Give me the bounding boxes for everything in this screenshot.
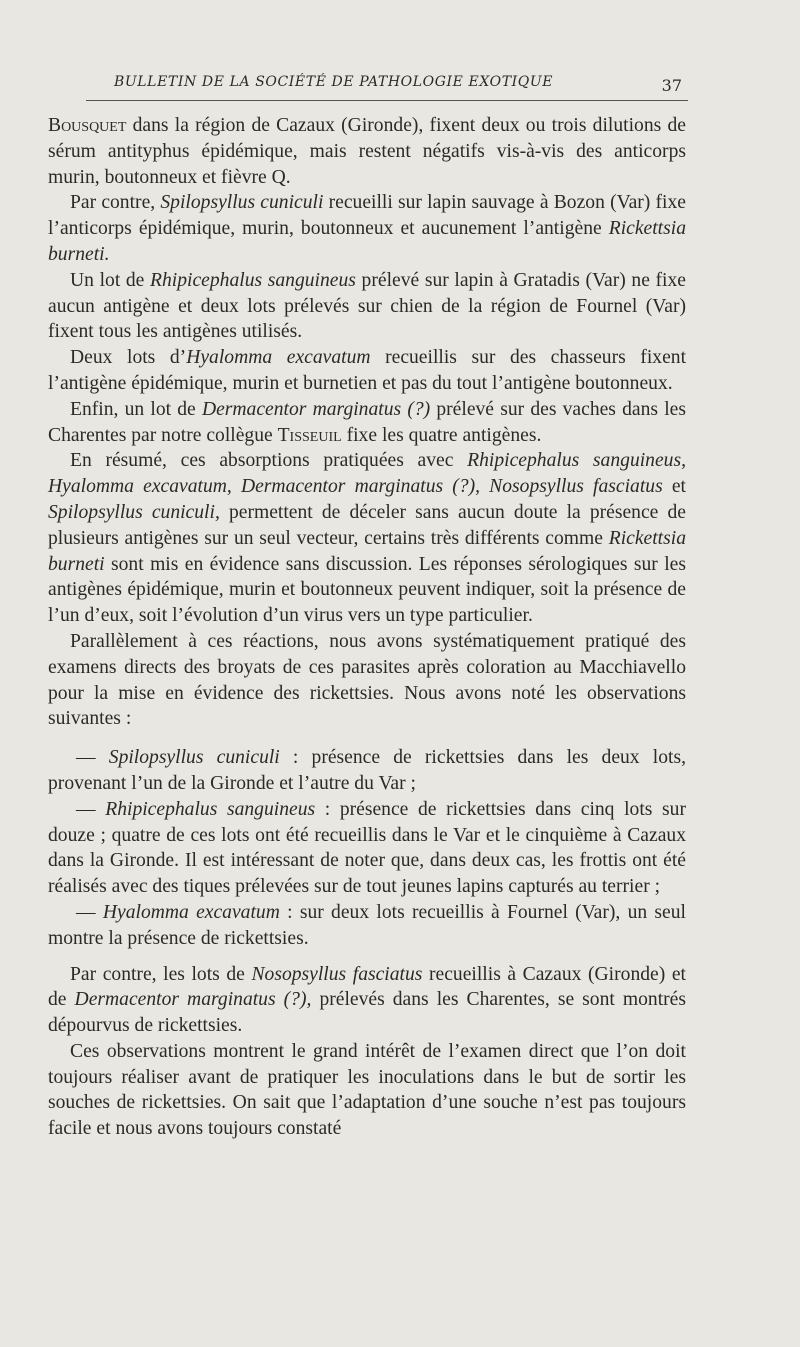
paragraph-p6 [48,448,686,629]
text-segment: — [76,901,103,923]
text-segment: permettent de déceler sans aucun doute la présence de plusieurs antigènes sur un seul vecteur, certains très différents comme [48,501,686,549]
paragraph-p2 [48,190,686,267]
text-segment: prélevé sur lapin à Gratadis (Var) ne fixe aucun antigène et deux lots prélevés sur chien de la région de Fournel (Var) fixent tous les antigènes utilisés. [48,269,686,343]
article-body [48,113,686,1142]
text-segment: Dermacentor marginatus (?) [201,398,431,420]
paragraph-p5 [48,397,686,449]
text-segment: Par contre, [70,192,161,214]
text-segment: et [662,476,686,498]
paragraph-o3 [48,900,686,952]
text-segment: Rickettsia burneti [48,527,686,575]
text-segment: prélevé sur des vaches dans les Charentes par notre collègue [48,398,686,446]
paragraph-group [48,113,686,732]
text-segment: Dermacentor marginatus (?), [74,989,312,1011]
text-segment: Hyalomma excavatum [102,901,280,923]
running-header [48,70,688,102]
text-segment: Spilopsyllus cuniculi, [48,501,220,523]
text-segment: fixe les quatre antigènes. [341,424,542,446]
text-segment: Spilopsyllus cuniculi [108,747,280,769]
text-segment: Tisseuil [277,424,342,446]
text-segment: Rhipicephalus sanguineus, Hyalomma excavatum, Dermacentor marginatus (?), Nosopsyllus fasciatus [48,450,686,498]
text-segment: Rickettsia burneti. [48,218,686,265]
text-segment: : sur deux lots recueillis à Fournel (Var), un seul montre la présence de rickettsies. [48,901,686,949]
closing-paragraphs [48,962,686,1143]
text-segment: — [76,798,106,820]
text-segment: recueilli sur lapin sauvage à Bozon (Var) fixe l’anticorps épidémique, murin, boutonneux et aucunement l’antigène [48,192,686,240]
paragraph-p7 [48,629,686,732]
text-segment: Rhipicephalus sanguineus [150,269,356,291]
text-segment: En résumé, ces absorptions pratiquées avec [70,450,468,472]
text-segment: : présence de rickettsies dans les deux lots, provenant l’un de la Gironde et l’autre du Var ; [48,747,686,794]
paragraph-o2 [48,797,686,900]
text-segment: Spilopsyllus cuniculi [160,192,324,214]
text-segment: Ces observations montrent le grand intérêt de l’examen direct que l’on doit toujours réaliser avant de pratiquer les inoculations dans le but de sortir les souches de rickettsies. On sait que l’adaptation d’une souche n’est pas toujours facile et nous avons toujours constaté [48,1040,686,1140]
text-segment: Hyalomma excavatum [186,347,371,369]
running-title: BULLETIN DE LA SOCIÉTÉ DE PATHOLOGIE EXOTIQUE [114,74,554,90]
text-segment: Nosopsyllus fasciatus [251,963,423,985]
text-segment: prélevés dans les Charentes, se sont montrés dépourvus de rickettsies. [48,989,687,1037]
header-rule [86,100,688,101]
text-segment: Par contre, les lots de [70,963,252,985]
paragraph-p4 [48,345,686,397]
text-segment: recueillis à Cazaux (Gironde) et de [48,963,686,1011]
text-segment: recueillis sur des chasseurs fixent l’antigène épidémique, murin et burnetien et pas du tout l’antigène boutonneux. [48,347,687,394]
text-segment: — [76,747,109,769]
text-segment: dans la région de Cazaux (Gironde), fixent deux ou trois dilutions de sérum antityphus épidémique, mais restent négatifs vis-à-vis des anticorps murin, boutonneux et fièvre Q. [48,115,686,188]
text-segment: sont mis en évidence sans discussion. Les réponses sérologiques sur les antigènes épidémique, murin et boutonneux peuvent indiquer, soit la présence de l’un d’eux, soit l’évolution d’un virus vers un type particulier. [48,553,686,627]
paragraph-c1 [48,962,686,1039]
observations-list [48,745,686,951]
page-number: 37 [661,76,682,95]
text-segment: : présence de rickettsies dans cinq lots sur douze ; quatre de ces lots ont été recueillis dans le Var et le cinquième à Cazaux dans la Gironde. Il est intéressant de noter que, dans deux cas, les frottis ont été réalisés avec des tiques prélevées sur de tout jeunes lapins capturés au terrier ; [48,798,687,898]
text-segment: Parallèlement à ces réactions, nous avons systématiquement pratiqué des examens directs des broyats de ces parasites après coloration au Macchiavello pour la mise en évidence des rickettsies. Nous avons noté les observations suivantes : [48,630,686,730]
paragraph-p3 [48,268,686,345]
text-segment: Un lot de [70,269,151,291]
paragraph-p1 [48,113,686,190]
text-segment: Enfin, un lot de [70,398,202,420]
text-segment: Rhipicephalus sanguineus [105,798,316,820]
paragraph-o1 [48,745,686,797]
text-segment: Deux lots d’ [70,347,187,369]
paragraph-c2 [48,1039,686,1142]
text-segment: Bousquet [48,115,127,136]
